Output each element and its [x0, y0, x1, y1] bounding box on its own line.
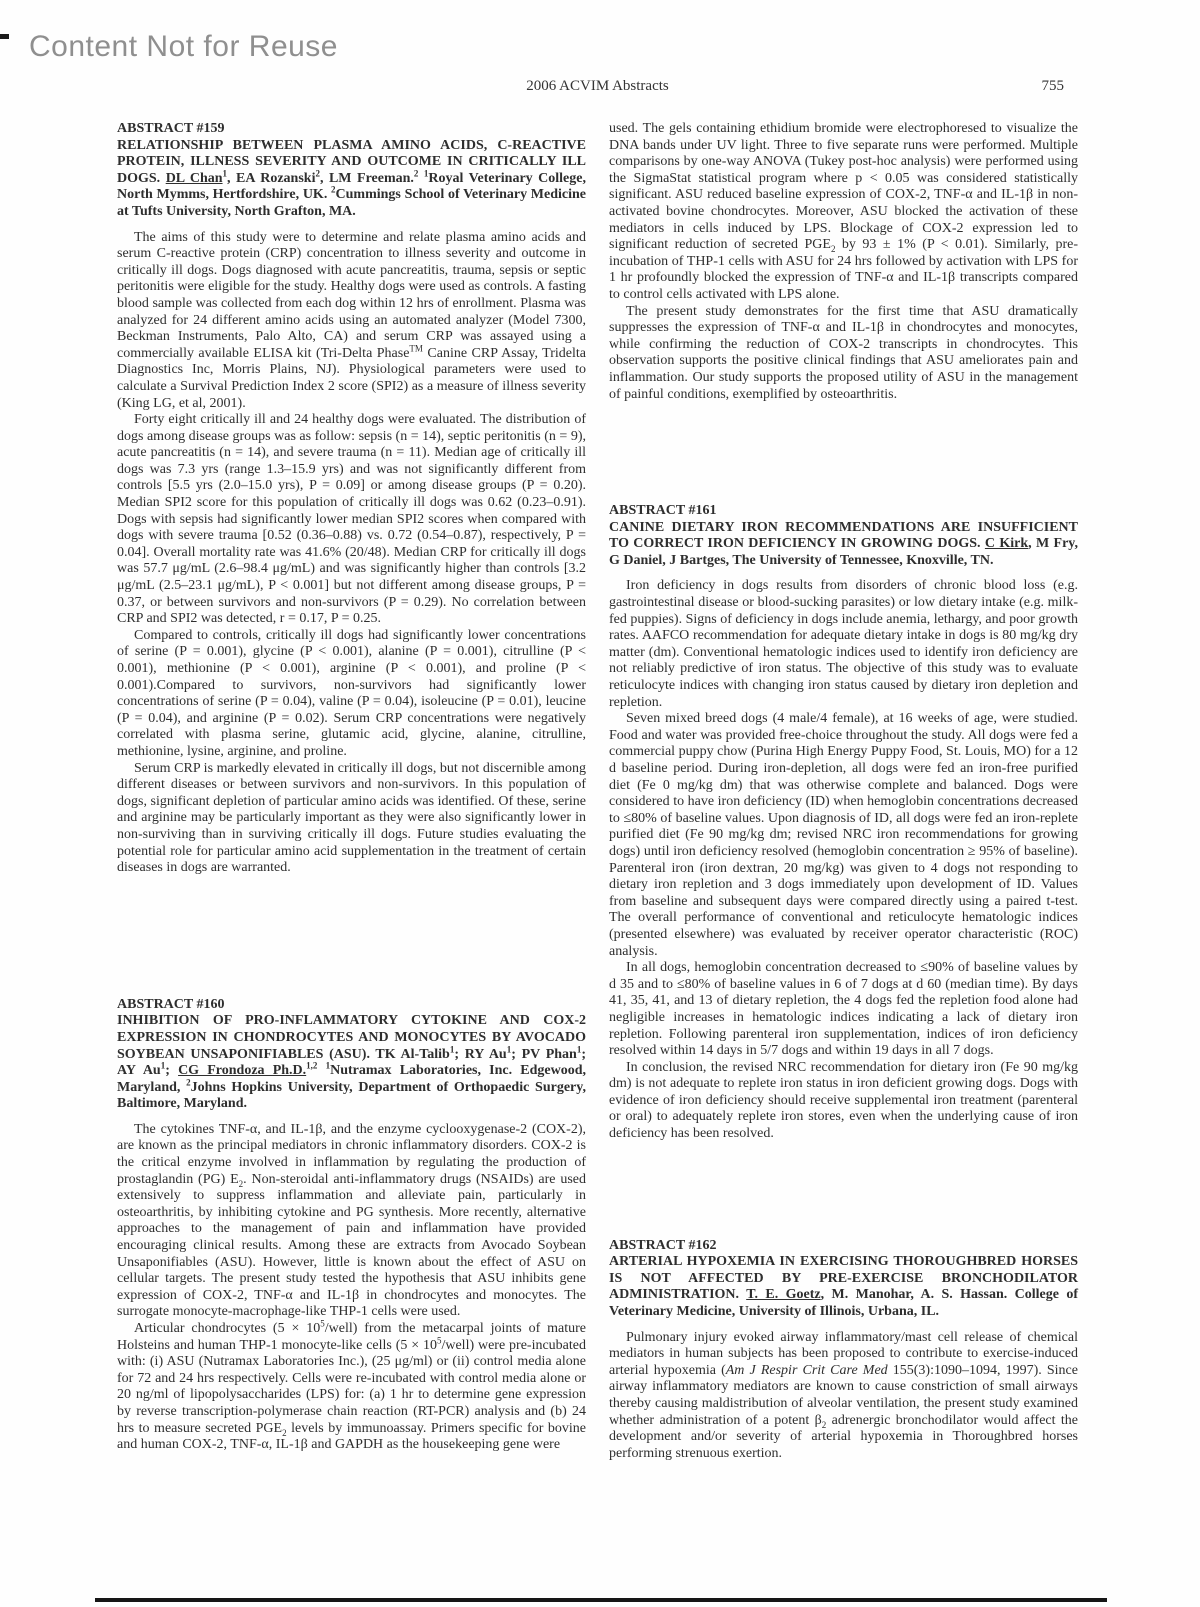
text-run: /well) were pre-incubated with: (i) ASU (Nutramax Laboratories Inc.), (25 μg/ml) or (ii) control media alone for 72 and 24 hrs respectively. Cells were re-incubated with control media alone or 20 ng/ml of lipopolysaccharides (LPS) for: (a) 1 hr to determine gene expression by reverse transcription-polymerase chain reaction (RT-PCR) analysis and (b) 24 hrs to measure secreted PGE	[117, 1337, 586, 1436]
abstract-number-label: ABSTRACT #159	[117, 121, 225, 136]
text-run: ;	[165, 1063, 179, 1079]
text-run: ; RY Au	[454, 1046, 507, 1062]
text-run: used. The gels containing ethidium bromide were electrophoresed to visualize the DNA bands under UV light. Three to five separate runs were performed. Multiple comparisons by one-way ANOVA (Tukey post-hoc analysis) were performed using the SigmaStat statistical program where p < 0.05 was considered statistically significant. ASU reduced baseline expression of COX-2, TNF-α and IL-1β in non-activated bovine chondrocytes. Moreover, ASU blocked the activation of these mediators in cells induced by LPS. Blockage of COX-2 expression led to significant reduction of secreted PGE	[609, 121, 1078, 253]
left-column	[117, 121, 586, 1462]
text-run: CANINE DIETARY IRON RECOMMENDATIONS ARE INSUFFICIENT TO CORRECT IRON DEFICIENCY IN GROWING DOGS.	[609, 519, 1078, 552]
abstract-number-label: ABSTRACT #162	[609, 1237, 717, 1253]
text-run: The present study demonstrates for the first time that ASU dramatically suppresses the expression of TNF-α and IL-1β in chondrocytes and monocytes, while confirming the reduction of COX-2 transcripts in chondrocytes. This observation supports the positive clinical findings that ASU ameliorates pain and inflammation. Our study supports the proposed utility of ASU in the management of painful conditions, exemplified by osteoarthritis.	[609, 303, 1078, 402]
page-bottom-rule	[95, 1598, 1107, 1602]
text-run: Nutramax Laboratories, Inc. Edgewood, Maryland,	[117, 1063, 587, 1095]
text-run: Am J Respir Crit Care Med	[725, 1362, 888, 1378]
text-run: Articular chondrocytes (5 × 10	[134, 1321, 321, 1336]
abstract-paragraph	[117, 761, 586, 877]
running-header	[117, 78, 1078, 95]
abstract-title	[609, 520, 1078, 570]
text-run: , M Fry, G Daniel, J Bartges, The University of Tennessee, Knoxville, TN.	[609, 536, 1079, 568]
abstract-gap	[117, 877, 586, 997]
text-run: Compared to controls, critically ill dogs had significantly lower concentrations of serine (P = 0.001), glycine (P < 0.001), alanine (P = 0.001), citrulline (P < 0.001), methionine (P < 0.001), arginine (P < 0.001), and proline (P < 0.001).Compared to survivors, non-survivors had significantly lower concentrations of serine (P = 0.04), valine (P = 0.04), isoleucine (P = 0.01), leucine (P = 0.04), and arginine (P = 0.02). Serum CRP concentrations were negatively correlated with plasma serine, glutamic acid, glycine, alanine, citrulline, methionine, lysine, arginine, and proline.	[117, 627, 586, 759]
text-run: 1	[160, 1060, 166, 1071]
text-run: 155(3):1090–1094, 1997). Since airway inflammatory mediators are known to cause constriction of small airways thereby causing maldistribution of alveolar ventilation, the present study examined whether administration of a potent β	[609, 1362, 1078, 1428]
text-run: Royal Veterinary College, North Mymms, Hertfordshire, UK.	[117, 170, 586, 203]
text-run: . Non-steroidal anti-inflammatory drugs (NSAIDs) are used extensively to suppress inflammation and alleviate pain, particularly in osteoarthritis, by inhibiting cytokine and PG synthesis. More recently, alternative approaches to the management of pain and inflammation have provided encouraging clinical results. Among these are extracts from Avocado Soybean Unsaponifiables (ASU). However, little is known about the effect of ASU on cellular targets. The present study tested the hypothesis that ASU inhibits gene expression of COX-2, TNF-α and IL-1β in chondrocytes and monocytes. The surrogate monocyte-macrophage-like THP-1 cells were used.	[117, 1171, 586, 1320]
text-run: ARTERIAL HYPOXEMIA IN EXERCISING THOROUGHBRED HORSES IS NOT AFFECTED BY PRE-EXERCISE BRONCHODILATOR ADMINISTRATION.	[609, 1254, 1078, 1303]
text-run: 1	[576, 1043, 582, 1054]
abstract-gap	[609, 1143, 1078, 1238]
text-run: 1	[506, 1043, 512, 1054]
abstract-number-label: ABSTRACT #160	[117, 996, 225, 1012]
text-run: , EA Rozanski	[227, 170, 316, 186]
abstract-paragraph	[609, 711, 1078, 960]
abstract-number-label: ABSTRACT #161	[609, 503, 717, 519]
watermark: Content Not for Reuse	[29, 30, 338, 63]
journal-header-title: 2006 ACVIM Abstracts	[526, 78, 669, 94]
text-run: 1	[325, 1060, 331, 1071]
text-run: Serum CRP is markedly elevated in critically ill dogs, but not discernible among different diseases or between survivors and non-survivors. In this population of dogs, significant depletion of particular amino acids was identified. Of these, serine and arginine may be particularly important as they were also significantly lower in non-surviving than in surviving critically ill dogs. Future studies evaluating the potential role for particular amino acid supplementation in the treatment of certain diseases in dogs are warranted.	[117, 760, 586, 876]
abstract-paragraph	[117, 1122, 586, 1321]
abstract-paragraph	[117, 412, 586, 628]
text-run: The aims of this study were to determine and relate plasma amino acids and serum C-reactive protein (CRP) concentration to illness severity and outcome in critically ill dogs. Dogs diagnosed with acute pancreatitis, trauma, sepsis or septic peritonitis were eligible for the study. Healthy dogs were used as controls. A fasting blood sample was collected from each dog within 12 hrs of enrollment. Plasma was analyzed for 24 different amino acids using an automated analyzer (Model 7300, Beckman Instruments, Palo Alto, CA) and serum CRP was assayed using a commercially available ELISA kit (Tri-Delta Phase	[117, 229, 586, 361]
abstract-title	[117, 138, 586, 221]
text-run: C Kirk	[984, 536, 1029, 552]
text-run: /well) from the metacarpal joints of mature Holsteins and human THP-1 monocyte-like cells (5 × 10	[117, 1321, 586, 1353]
text-run: RELATIONSHIP BETWEEN PLASMA AMINO ACIDS, C-REACTIVE PROTEIN, ILLNESS SEVERITY AND OUTCOME IN CRITICALLY ILL DOGS.	[117, 137, 586, 186]
text-run: 2	[821, 1419, 827, 1430]
abstract-paragraph	[609, 960, 1078, 1060]
text-run: 2	[186, 1077, 191, 1088]
text-run: adrenergic bronchodilator would affect the development and/or severity of arterial hypoxemia in Thoroughbred horses performing strenuous exertion.	[609, 1412, 1078, 1461]
text-run: , LM Freeman.	[319, 170, 414, 186]
text-run: In all dogs, hemoglobin concentration decreased to ≤90% of baseline values by d 35 and to ≤80% of baseline values in 6 of 7 dogs at d 60 (median time). By days 41, 35, 41, and 13 of dietary repletion, the 4 dogs fed the repletion food alone had negligible increases in hematologic indices indicating a lack of dietary iron repletion. Following parenteral iron supplementation, indices of iron deficiency resolved within 14 days in 5/7 dogs and within 19 days in all 7 dogs.	[609, 960, 1078, 1059]
text-run: Johns Hopkins University, Department of Orthopaedic Surgery, Baltimore, Maryland.	[117, 1079, 587, 1112]
text-run: levels by immunoassay. Primers specific for bovine and human COX-2, TNF-α, IL-1β and GAPDH as the housekeeping gene were	[117, 1420, 587, 1453]
page-number: 755	[1041, 78, 1064, 94]
text-run: 2	[282, 1427, 287, 1438]
two-column-body	[117, 121, 1078, 1462]
text-run: CG Frondoza Ph.D.	[178, 1063, 307, 1079]
text-run: 5	[320, 1318, 325, 1329]
abstract-paragraph	[117, 230, 586, 413]
text-run: DL Chan	[165, 170, 223, 186]
text-run: Forty eight critically ill and 24 healthy dogs were evaluated. The distribution of dogs among disease groups was as follow: sepsis (n = 14), septic peritonitis (n = 9), acute pancreatitis (n = 14), and severe trauma (n = 11). Median age of critically ill dogs was 7.3 yrs (range 1.3–15.9 yrs) and was not significantly different from controls [5.5 yrs (2.0–15.0 yrs), P = 0.09] or among disease groups (P = 0.20). Median SPI2 score for this population of critically ill dogs was 0.62 (0.23–0.91). Dogs with sepsis had significantly lower median SPI2 scores when compared with dogs with severe trauma [0.52 (0.36–0.88) vs. 0.72 (0.54–0.87), respectively, P = 0.04]. Overall mortality rate was 41.6% (20/48). Median CRP for critically ill dogs was 57.7 μg/mL (2.6–98.4 μg/mL) and was significantly higher than controls [3.2 μg/mL (2.5–23.1 μg/mL), P < 0.001] but not different among disease groups, P = 0.37, or between survivors and non-survivors (P = 0.29). No correlation between CRP and SPI2 was detected, r = 0.17, P = 0.25.	[117, 412, 586, 627]
text-run: 1	[222, 168, 228, 179]
abstract-gap	[609, 403, 1078, 503]
text-run: Pulmonary injury evoked airway inflammatory/mast cell release of chemical mediators in human subjects has been proposed to contribute to exercise-induced arterial hypoxemia (	[609, 1329, 1078, 1378]
text-run: 2	[315, 168, 320, 179]
abstract-paragraph	[609, 1060, 1078, 1143]
text-run: In conclusion, the revised NRC recommendation for dietary iron (Fe 90 mg/kg dm) is not adequate to replete iron status in iron deficient growing dogs. Dogs with evidence of iron deficiency should receive supplemental iron treatment (parenteral or oral) to adequately replete iron stores, even when the underlying cause of iron deficiency has been resolved.	[609, 1059, 1078, 1142]
text-run: by 93 ± 1% (P < 0.01). Similarly, pre-incubation of THP-1 cells with ASU for 24 hrs followed by activation with LPS for 1 hr profoundly blocked the expression of TNF-α and IL-1β transcripts compared to control cells activated with LPS alone.	[609, 237, 1078, 302]
text-run: The cytokines TNF-α, and IL-1β, and the enzyme cyclooxygenase-2 (COX-2), are known as the principal mediators in chronic inflammatory disorders. COX-2 is the critical enzyme involved in inflammation by regulating the production of prostaglandin (PG) E	[117, 1121, 586, 1187]
text-run: 2	[331, 184, 336, 195]
text-run: TM	[409, 343, 423, 354]
abstract-paragraph	[609, 578, 1078, 711]
text-run: Iron deficiency in dogs results from disorders of chronic blood loss (e.g. gastrointestinal disease or blood-sucking parasites) or low dietary intake (e.g. milk-fed puppies). Signs of deficiency in dogs include anemia, lethargy, and poor growth rates. AAFCO recommendation for adequate dietary intake in dogs is 80 mg/kg dry matter (dm). Conventional hematologic indices used to identify iron deficiency are not reliably predictive of iron status. The objective of this study was to evaluate reticulocyte indices with changing iron status caused by dietary iron depletion and repletion.	[609, 578, 1078, 710]
text-run: Cummings School of Veterinary Medicine at Tufts University, North Grafton, MA.	[117, 187, 587, 219]
abstract-paragraph	[609, 1330, 1078, 1463]
text-run: 2	[238, 1178, 244, 1189]
right-column	[609, 121, 1078, 1462]
abstract-paragraph	[117, 628, 586, 761]
text-run: 2	[413, 168, 419, 179]
text-run: ; AY Au	[117, 1046, 586, 1079]
text-run: 1	[449, 1043, 455, 1054]
abstract-title	[117, 1013, 586, 1113]
text-run: ; PV Phan	[511, 1046, 577, 1062]
text-run: Seven mixed breed dogs (4 male/4 female), at 16 weeks of age, were studied. Food and water was provided free-choice throughout the study. All dogs were fed a commercial puppy chow (Purina High Energy Puppy Food, St. Louis, MO) for a 12 d baseline period. During iron-depletion, all dogs were fed an iron-free purified diet (Fe 0 mg/kg dm) that was otherwise complete and balanced. Dogs were considered to have iron deficiency (ID) when hemoglobin concentrations decreased to ≤80% of baseline values. Upon diagnosis of ID, all dogs were fed an iron-replete purified diet (Fe 90 mg/kg dm; revised NRC iron recommendations for growing dogs) until iron deficiency resolved (hemoglobin concentration ≥ 95% of baseline). Parenteral iron (iron dextran, 20 mg/kg) was given to 4 dogs not responding to dietary iron repletion and 3 dogs immediately upon development of ID. Values from baseline and subsequent days were compared directly using a paired t-test. The overall performance of conventional and reticulocyte hematologic indices (presented elsewhere) was evaluated by receiver operator characteristic (ROC) analysis.	[609, 711, 1078, 959]
text-run: 1	[423, 168, 429, 179]
text-run: 2	[830, 243, 836, 254]
text-run: 1,2	[306, 1060, 318, 1071]
text-run: , M. Manohar, A. S. Hassan. College of Veterinary Medicine, University of Illinois, Urbana, IL.	[609, 1287, 1079, 1320]
abstract-paragraph-continued	[609, 121, 1078, 304]
text-run: 5	[436, 1334, 442, 1345]
text-run	[317, 1063, 325, 1078]
text-run: T. E. Goetz	[746, 1287, 821, 1303]
abstract-title	[609, 1254, 1078, 1320]
text-run: Canine CRP Assay, Tridelta Diagnostics Inc, Morris Plains, NJ). Physiological parameters were used to calculate a Survival Prediction Index 2 score (SPI2) as a measure of illness severity (King LG, et al, 2001).	[117, 345, 586, 411]
scan-edge-mark	[0, 34, 9, 39]
abstract-paragraph	[609, 304, 1078, 404]
text-run: INHIBITION OF PRO-INFLAMMATORY CYTOKINE AND COX-2 EXPRESSION IN CHONDROCYTES AND MONOCYTES BY AVOCADO SOYBEAN UNSAPONIFIABLES (ASU). TK Al-Talib	[117, 1013, 586, 1062]
abstract-paragraph	[117, 1318, 587, 1454]
